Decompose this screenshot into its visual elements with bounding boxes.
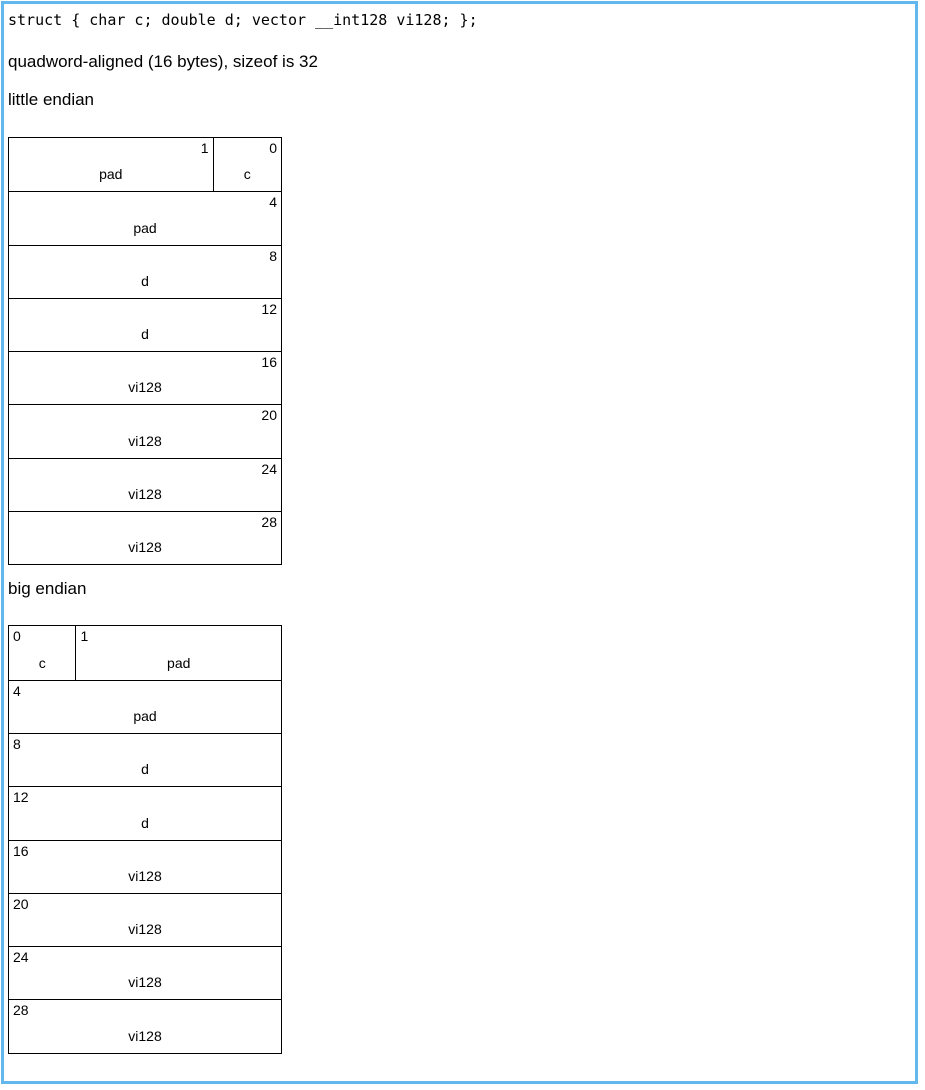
field-cell-vi128	[9, 841, 281, 893]
memory-diagram-big-endian	[8, 625, 282, 1053]
offset-label: 8	[269, 247, 277, 264]
member-label: vi128	[128, 1027, 162, 1044]
memory-row-4	[9, 351, 281, 404]
offset-label: 16	[13, 842, 29, 859]
member-label: vi128	[128, 539, 162, 556]
field-cell-vi128	[9, 512, 281, 564]
offset-label: 12	[261, 300, 277, 317]
field-cell-vi128	[9, 894, 281, 946]
member-label: pad	[133, 219, 157, 236]
member-label: d	[141, 326, 149, 343]
field-cell-d	[9, 299, 281, 351]
memory-row-2	[9, 245, 281, 298]
memory-row-6	[9, 946, 281, 999]
field-cell-pad	[9, 681, 281, 733]
offset-label: 0	[269, 140, 277, 156]
page-container	[1, 1, 918, 1084]
field-cell-pad	[76, 626, 281, 679]
offset-label: 0	[13, 628, 21, 645]
section-title-little-endian: little endian	[8, 90, 95, 109]
offset-label: 24	[261, 460, 277, 477]
member-label: d	[141, 272, 149, 289]
field-cell-vi128	[9, 947, 281, 999]
field-cell-pad	[9, 192, 281, 244]
member-label: c	[38, 654, 46, 671]
memory-row-0	[9, 138, 281, 191]
field-cell-d	[9, 787, 281, 839]
member-label: vi128	[128, 486, 162, 503]
field-cell-d	[9, 246, 281, 298]
struct-declaration: struct { char c; double d; vector __int128 vi128; };	[8, 11, 478, 29]
page-content	[4, 11, 915, 1054]
memory-row-1	[9, 680, 281, 733]
offset-label: 4	[269, 194, 277, 211]
offset-label: 8	[13, 735, 21, 752]
memory-row-2	[9, 733, 281, 786]
member-label: pad	[133, 707, 157, 724]
offset-label: 16	[261, 354, 277, 371]
memory-row-1	[9, 191, 281, 244]
field-cell-vi128	[9, 405, 281, 457]
offset-label: 24	[13, 949, 29, 966]
member-label: c	[243, 166, 251, 183]
offset-label: 20	[13, 895, 29, 912]
field-cell-vi128	[9, 1000, 281, 1052]
member-label: d	[141, 761, 149, 778]
alignment-note: quadword-aligned (16 bytes), sizeof is 32	[8, 52, 318, 71]
offset-label: 12	[13, 789, 29, 806]
member-label: vi128	[128, 379, 162, 396]
memory-diagram-little-endian	[8, 137, 282, 565]
member-label: pad	[167, 654, 191, 671]
field-cell-pad	[9, 138, 214, 191]
member-label: pad	[99, 166, 123, 183]
memory-row-5	[9, 893, 281, 946]
field-cell-vi128	[9, 459, 281, 511]
memory-row-0	[9, 626, 281, 679]
field-cell-vi128	[9, 352, 281, 404]
memory-row-4	[9, 840, 281, 893]
offset-label: 1	[80, 628, 89, 645]
member-label: vi128	[128, 867, 162, 884]
field-cell-c	[214, 138, 281, 191]
offset-label: 4	[13, 682, 21, 699]
offset-label: 1	[200, 140, 209, 156]
offset-label: 28	[261, 514, 277, 531]
offset-label: 28	[13, 1002, 29, 1019]
memory-row-7	[9, 511, 281, 564]
member-label: d	[141, 814, 149, 831]
memory-row-5	[9, 404, 281, 457]
member-label: vi128	[128, 432, 162, 449]
section-title-big-endian: big endian	[8, 579, 87, 599]
memory-row-7	[9, 999, 281, 1052]
memory-row-3	[9, 298, 281, 351]
member-label: vi128	[128, 974, 162, 991]
field-cell-c	[9, 626, 76, 679]
field-cell-d	[9, 734, 281, 786]
member-label: vi128	[128, 921, 162, 938]
offset-label: 20	[261, 407, 277, 424]
memory-row-3	[9, 786, 281, 839]
memory-row-6	[9, 458, 281, 511]
